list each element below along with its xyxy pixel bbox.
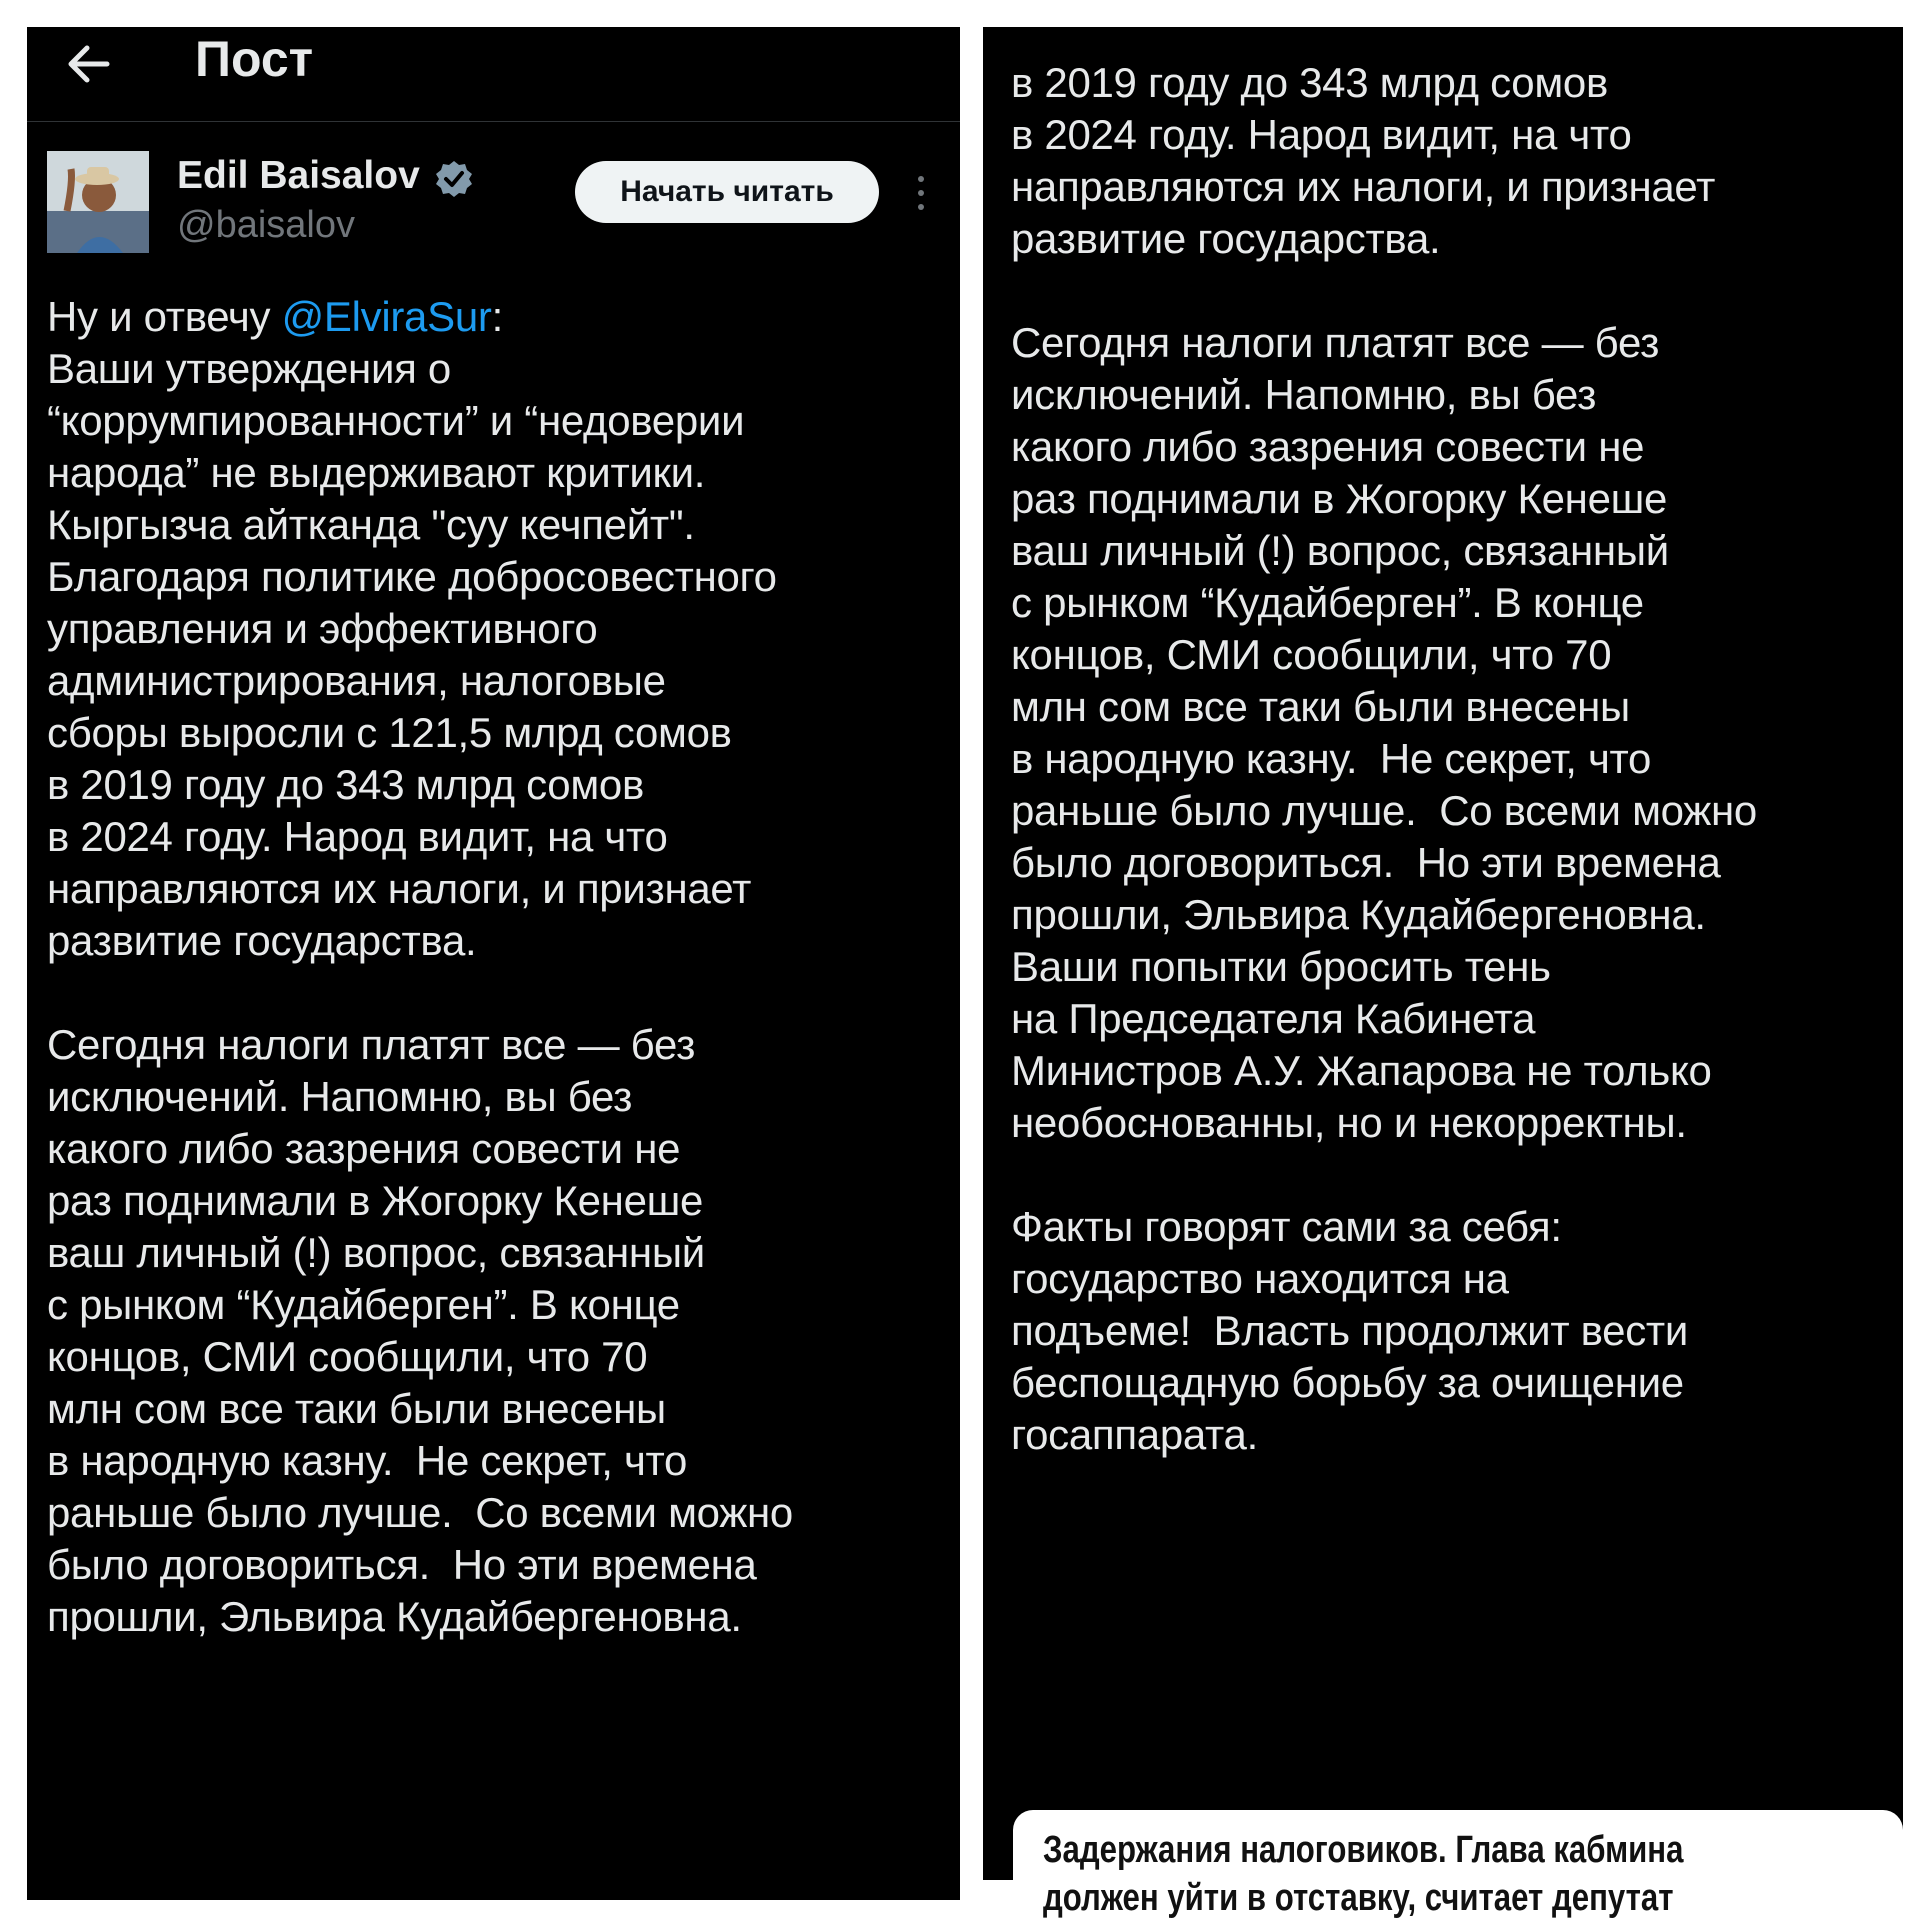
page-title: Пост [195,31,314,87]
post-intro-end: : [491,293,503,340]
author-handle[interactable]: @baisalov [177,204,355,246]
post-body-right: в 2019 году до 343 млрд сомов в 2024 году. Народ видит, на что направляются их налоги, и признает развитие государства. Сегодня налоги платят все — без исключений. Напомню, вы без какого либо зазрения совести не раз поднимали в Жогорку Кенеше ваш личный (!) вопрос, связанный с рынком “Кудайберген”. В конце концов, СМИ сообщили, что 70 млн сом все таки были внесены в народную казну. Не секрет, что раньше было лучше. Со всеми можно было договориться. Но эти времена прошли, Эльвира Кудайбергеновна. Ваши попытки бросить тень на Председателя Кабинета Министров А.У. Жапарова не только необоснованны, но и некорректны. Факты говорят сами за себя: государство находится на подъеме! Власть продолжит вести беспощадную борьбу за очищение госаппарата. [1011,59,1757,1458]
post-body-left: Ваши утверждения о “коррумпированности” и “недоверии народа” не выдерживают критики. Кыргызча айтканда "суу кечпейт". Благодаря политике добросовестного управления и эффективного администрирования, налоговые сборы выросли с 121,5 млрд сомов в 2019 году до 343 млрд сомов в 2024 году. Народ видит, на что направляются их налоги, и признает развитие государства. Сегодня налоги платят все — без исключений. Напомню, вы без какого либо зазрения совести не раз поднимали в Жогорку Кенеше ваш личный (!) вопрос, связанный с рынком “Кудайберген”. В конце концов, СМИ сообщили, что 70 млн сом все таки были внесены в народную казну. Не секрет, что раньше было лучше. Со всеми можно было договориться. Но эти времена прошли, Эльвира Кудайбергеновна. [47,345,793,1640]
mention-link[interactable]: @ElviraSur [281,293,492,340]
avatar[interactable] [47,151,149,253]
author-name[interactable]: Edil Baisalov [177,154,420,197]
post-intro: Ну и отвечу [47,293,282,340]
post-screenshot-right [983,27,1903,1919]
post-text [47,291,946,1643]
post-screenshot-left [27,27,960,1900]
back-arrow-icon[interactable] [61,37,115,91]
verified-badge-icon [434,159,474,199]
news-link-card[interactable] [1013,1810,1903,1930]
follow-button[interactable]: Начать читать [575,161,879,223]
news-headline: Задержания налоговиков. Глава кабмина должен уйти в отставку, считает депутат [1043,1829,1684,1919]
more-options-icon[interactable] [917,174,925,212]
top-bar [27,27,960,122]
